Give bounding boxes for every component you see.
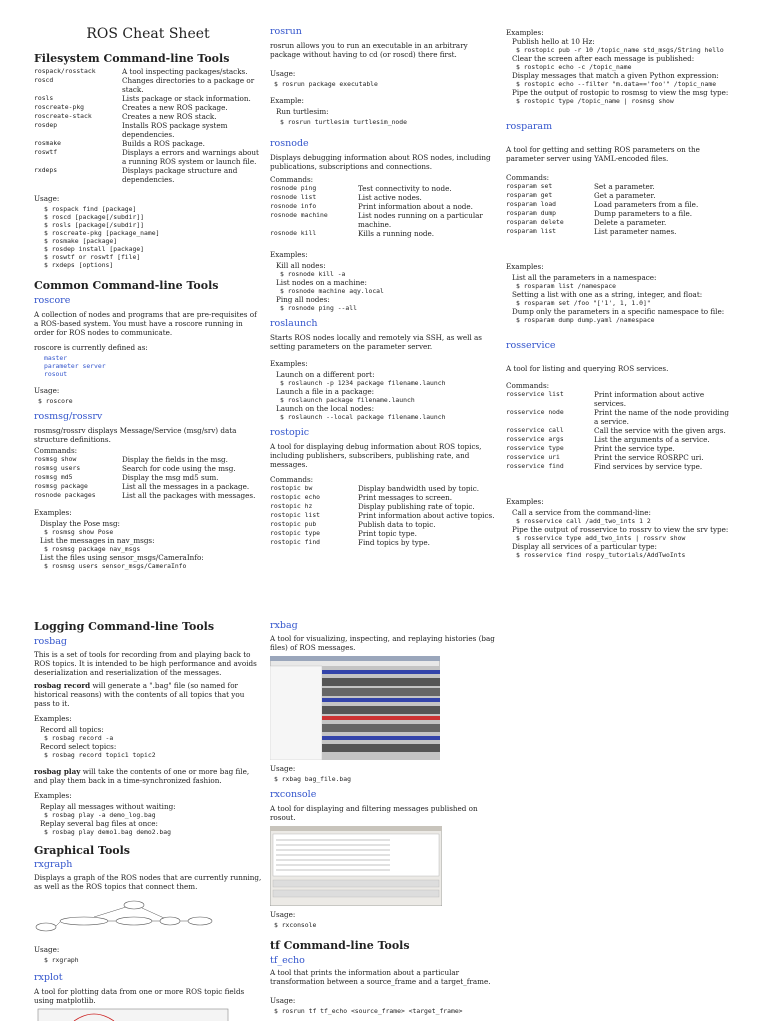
command-name: rosservice node — [506, 407, 564, 416]
rosparam-title: rosparam — [506, 121, 553, 132]
example-cmd: $ rosservice type add_two_ints | rossrv show — [516, 533, 686, 542]
example-desc: Display the Pose msg: — [40, 518, 120, 528]
command-desc: Find services by service type. — [594, 461, 703, 471]
roscore-title: roscore — [34, 295, 71, 306]
rosbag-play-text: will take the contents of one or more bag file, and play them back in a time-synchronized fashion. — [34, 766, 250, 785]
examples-label: Examples: — [270, 358, 308, 368]
roscore-desc: A collection of nodes and programs that are pre-requisites of a ROS-based system. You must have a roscore running in order for ROS nodes to communicate. — [34, 309, 257, 337]
command-desc: Search for code using the msg. — [122, 463, 236, 473]
usage-label: Usage: — [34, 194, 60, 204]
rxconsole-usage: $ rxconsole — [274, 920, 317, 929]
rosbag-record-desc — [34, 681, 262, 708]
rosparam-examples — [506, 273, 734, 324]
example-cmd: $ rosservice find rospy_tutorials/AddTwoInts — [516, 550, 686, 559]
rxconsole-title: rxconsole — [270, 788, 317, 800]
examples-label: Examples: — [506, 28, 544, 37]
rosbag-play-cmd: rosbag play — [34, 766, 81, 776]
command-desc: Changes directories to a package or stack. — [122, 76, 255, 95]
rosrun-title: rosrun — [270, 26, 302, 37]
command-name: rosservice type — [506, 443, 564, 452]
rxgraph-usage: $ rxgraph — [44, 956, 79, 965]
command-desc: List nodes running on a particular machine. — [358, 210, 483, 229]
command-name: rostopic pub — [270, 519, 317, 528]
logging-heading: Logging Command-line Tools — [34, 620, 215, 633]
rosservice-title: rosservice — [506, 339, 556, 351]
rxbag-desc: A tool for visualizing, inspecting, and replaying histories (bag files) of ROS messages. — [270, 633, 495, 652]
command-name: rosnode kill — [270, 228, 317, 237]
rxbag-usage: $ rxbag bag_file.bag — [274, 774, 351, 783]
command-desc: Installs ROS package system dependencies. — [122, 121, 228, 140]
command-desc: Print the service type. — [594, 443, 675, 453]
filesystem-table — [34, 67, 262, 184]
command-desc: Builds a ROS package. — [122, 139, 205, 149]
rosmsg-title: rosmsg/rossrv — [34, 410, 103, 422]
example-cmd: $ rosmsg users sensor_msgs/CameraInfo — [44, 561, 187, 570]
command-name: rosparam delete — [506, 217, 564, 226]
command-name: rosmsg users — [34, 463, 81, 472]
roslaunch-title: roslaunch — [270, 317, 318, 329]
usage-label: Usage: — [270, 996, 296, 1006]
example-cmd: $ roslaunch -p 1234 package filename.launch — [280, 378, 446, 387]
rxbag-screenshot — [270, 656, 440, 760]
rxgraph-desc: Displays a graph of the ROS nodes that are currently running, as well as the ROS topics that connect them. — [34, 873, 262, 892]
command-desc: Set a parameter. — [594, 181, 655, 191]
example-cmd: $ roslaunch --local package filename.launch — [280, 412, 446, 421]
command-name: rosparam load — [506, 199, 557, 208]
command-name: rosservice uri — [506, 452, 560, 461]
usage-label: Usage: — [270, 763, 296, 773]
example-cmd: $ rosbag play -a demo_log.bag — [44, 810, 156, 819]
command-name: rxdeps — [34, 166, 58, 175]
command-desc: Publish data to topic. — [358, 519, 436, 529]
example-cmd: $ rosbag record -a — [44, 733, 114, 742]
tf-echo-desc: A tool that prints the information about a particular transformation between a source_frame and a target_frame. — [270, 968, 491, 987]
usage-label: Usage: — [270, 68, 296, 78]
rosservice-examples — [506, 508, 734, 559]
command-desc: Print the name of the node providing a service. — [594, 407, 729, 426]
command-desc: Dump parameters to a file. — [594, 208, 693, 218]
rosbag-record-cmd: rosbag record — [34, 680, 91, 690]
usage-line: $ roscreate-pkg [package_name] — [44, 229, 160, 238]
tf-echo-title: tf_echo — [270, 954, 305, 966]
command-desc: Displays package structure and dependencies. — [122, 166, 238, 185]
commands-label: Commands: — [506, 172, 550, 182]
examples-label: Examples: — [270, 249, 308, 259]
rosparam-desc: A tool for getting and setting ROS parameters on the parameter server using YAML-encoded files. — [506, 144, 700, 163]
command-name: rostopic bw — [270, 483, 313, 492]
command-desc: List active nodes. — [358, 192, 422, 202]
page-title: ROS Cheat Sheet — [86, 26, 210, 42]
examples-label: Examples: — [34, 507, 72, 517]
example-cmd: $ roslaunch package filename.launch — [280, 395, 415, 404]
rostopic-desc: A tool for displaying debug information about ROS topics, including publishers, subscribers, publishing rate, and messages. — [270, 441, 482, 469]
usage-line: $ roswtf or roswtf [file] — [44, 253, 141, 262]
rosrun-example-desc: Run turtlesim: — [276, 106, 329, 116]
command-name: rosmsg show — [34, 454, 77, 463]
command-name: rosnode ping — [270, 183, 317, 192]
example-desc: Replay several bag files at once: — [40, 818, 158, 828]
usage-line: $ rosls [package[/subdir]] — [44, 221, 145, 230]
rxgraph-title: rxgraph — [34, 859, 73, 871]
example-desc: Display all services of a particular type: — [512, 541, 657, 551]
roscore-def: roscore is currently defined as: — [34, 342, 148, 352]
example-desc: List the messages in nav_msgs: — [40, 535, 155, 545]
example-desc: Display messages that match a given Python expression: — [512, 71, 719, 80]
command-name: rosservice list — [506, 389, 564, 398]
example-desc: Record all topics: — [40, 724, 104, 734]
column-left — [34, 0, 262, 1006]
column-middle — [270, 26, 498, 1016]
example-label: Example: — [270, 95, 304, 105]
rxplot-title: rxplot — [34, 972, 63, 984]
command-name: rosparam set — [506, 181, 553, 190]
rxplot-desc: A tool for plotting data from one or more ROS topic fields using matplotlib. — [34, 987, 245, 1006]
column-right — [506, 28, 734, 559]
command-name: rosparam get — [506, 190, 553, 199]
command-name: rosnode packages — [34, 490, 96, 499]
rosmsg-desc: rosmsg/rossrv displays Message/Service (msg/srv) data structure definitions. — [34, 425, 237, 444]
rosnode-title: rosnode — [270, 137, 309, 149]
command-name: rostopic type — [270, 528, 321, 537]
examples-label: Examples: — [506, 496, 544, 506]
example-cmd: $ rostopic pub -r 10 /topic_name std_msgs/String hello — [516, 46, 724, 54]
example-desc: Replay all messages without waiting: — [40, 801, 176, 811]
usage-line: $ roscd [package[/subdir]] — [44, 213, 145, 222]
rosbag-title: rosbag — [34, 635, 67, 647]
roscore-item: parameter server — [44, 361, 106, 370]
example-desc: Launch a file in a package: — [276, 386, 375, 396]
rostopic-table — [270, 484, 498, 547]
examples-label: Examples: — [34, 790, 72, 800]
example-cmd: $ rosparam list /namespace — [516, 281, 617, 290]
command-name: roscd — [34, 76, 54, 85]
roscore-usage: $ roscore — [38, 396, 73, 405]
usage-line: $ rosdep install [package] — [44, 245, 145, 254]
command-desc: Delete a parameter. — [594, 217, 667, 227]
rosrun-example-cmd: $ rosrun turtlesim turtlesim_node — [280, 117, 407, 126]
command-name: rosservice args — [506, 434, 564, 443]
command-desc: Display publishing rate of topic. — [358, 501, 475, 511]
roslaunch-examples — [270, 370, 498, 421]
command-name: roscreate-pkg — [34, 103, 85, 112]
command-desc: Display the msg md5 sum. — [122, 472, 219, 482]
command-desc: List the arguments of a service. — [594, 434, 710, 444]
example-desc: Launch on a different port: — [276, 369, 375, 379]
example-desc: Record select topics: — [40, 741, 117, 751]
example-cmd: $ rostopic echo -c /topic_name — [516, 63, 632, 71]
command-name: rospack/rosstack — [34, 67, 96, 76]
example-desc: List the files using sensor_msgs/CameraInfo: — [40, 552, 204, 562]
command-name: roscreate-stack — [34, 112, 92, 121]
command-name: rostopic list — [270, 510, 321, 519]
rosmsg-table — [34, 455, 262, 500]
command-desc: Load parameters from a file. — [594, 199, 699, 209]
rostopic-title: rostopic — [270, 426, 310, 438]
command-desc: Displays a errors and warnings about a running ROS system or launch file. — [122, 148, 259, 167]
example-cmd: $ rosparam dump dump.yaml /namespace — [516, 315, 655, 324]
commands-label: Commands: — [270, 474, 314, 484]
rxgraph-screenshot — [34, 897, 214, 937]
example-desc: Dump only the parameters in a specific namespace to file: — [512, 306, 725, 316]
graphical-heading: Graphical Tools — [34, 843, 130, 857]
example-desc: List nodes on a machine: — [276, 277, 367, 287]
command-name: rosmsg md5 — [34, 472, 73, 481]
command-name: rosservice find — [506, 461, 564, 470]
example-cmd: $ rosparam set /foo "['1', 1, 1.0]" — [516, 298, 651, 307]
rosbag-play-examples — [34, 802, 262, 836]
command-desc: Display bandwidth used by topic. — [358, 483, 480, 493]
filesystem-usage — [34, 205, 262, 269]
command-name: rosparam list — [506, 226, 557, 235]
common-heading: Common Command-line Tools — [34, 279, 219, 293]
command-name: rostopic echo — [270, 492, 321, 501]
example-cmd: $ rosbag record topic1 topic2 — [44, 750, 156, 759]
tf-echo-usage: $ rosrun tf tf_echo <source_frame> <target_frame> — [274, 1007, 463, 1016]
command-desc: List all the messages in a package. — [122, 481, 250, 491]
example-cmd: $ rosnode ping --all — [280, 303, 357, 312]
rosbag-play-desc — [34, 767, 262, 785]
command-desc: Display the fields in the msg. — [122, 454, 228, 464]
example-desc: Pipe the output of rostopic to rosmsg to view the msg type: — [512, 88, 729, 97]
command-name: rosnode machine — [270, 210, 328, 219]
command-desc: Print information about active services. — [594, 389, 705, 408]
rosbag-record-examples — [34, 725, 262, 759]
rxbag-title: rxbag — [270, 620, 298, 631]
command-desc: Print the service ROSRPC uri. — [594, 452, 704, 462]
rosrun-desc: rosrun allows you to run an executable in an arbitrary package without having to cd (or roscd) there first. — [270, 40, 468, 59]
example-cmd: $ rostopic type /topic_name | rosmsg show — [516, 97, 674, 105]
roscore-item: master — [44, 353, 68, 362]
rosservice-desc: A tool for listing and querying ROS services. — [506, 363, 669, 373]
commands-label: Commands: — [34, 445, 78, 455]
command-name: rosdep — [34, 121, 58, 130]
command-desc: Print information about a node. — [358, 201, 473, 211]
command-desc: Print messages to screen. — [358, 492, 453, 502]
commands-label: Commands: — [506, 380, 550, 390]
rosnode-examples — [270, 261, 498, 312]
rosbag-desc: This is a set of tools for recording from and playing back to ROS topics. It is intended to be high performance and avoids deserialization and reserialization of the messages. — [34, 649, 257, 677]
rosservice-table — [506, 390, 734, 471]
example-cmd: $ rosmsg package nav_msgs — [44, 544, 141, 553]
usage-line: $ rxdeps [options] — [44, 261, 114, 270]
example-desc: Publish hello at 10 Hz: — [512, 37, 595, 46]
rosnode-table — [270, 184, 498, 238]
usage-label: Usage: — [270, 909, 296, 919]
examples-label: Examples: — [506, 261, 544, 271]
usage-label: Usage: — [34, 945, 60, 955]
example-cmd: $ rosnode machine aqy.local — [280, 286, 384, 295]
command-name: rosservice call — [506, 425, 564, 434]
command-name: rosnode list — [270, 192, 317, 201]
rostopic-examples — [506, 37, 734, 105]
command-desc: Lists package or stack information. — [122, 94, 251, 104]
roscore-items — [34, 354, 262, 378]
command-name: rosparam dump — [506, 208, 557, 217]
command-desc: Get a parameter. — [594, 190, 656, 200]
command-desc: Creates a new ROS package. — [122, 103, 228, 113]
tf-heading: tf Command-line Tools — [270, 938, 410, 952]
command-name: rostopic find — [270, 537, 321, 546]
usage-line: $ rospack find [package] — [44, 205, 137, 214]
rxconsole-desc: A tool for displaying and filtering messages published on rosout. — [270, 803, 478, 822]
command-desc: A tool inspecting packages/stacks. — [122, 67, 248, 77]
rxplot-screenshot — [34, 1007, 234, 1021]
command-desc: Print information about active topics. — [358, 510, 495, 520]
command-name: rostopic hz — [270, 501, 313, 510]
roslaunch-desc: Starts ROS nodes locally and remotely via SSH, as well as setting parameters on the parameter server. — [270, 332, 482, 351]
command-name: rosnode info — [270, 201, 317, 210]
command-name: rosmsg package — [34, 481, 88, 490]
roscore-item: rosout — [44, 369, 68, 378]
rosparam-table — [506, 182, 734, 236]
rosnode-desc: Displays debugging information about ROS nodes, including publications, subscriptions and connections. — [270, 152, 491, 171]
example-cmd: $ rosservice call /add_two_ints 1 2 — [516, 516, 651, 525]
rosbag-record-text: will generate a ".bag" file (so named for historical reasons) with the contents of all topics that you pass to it. — [34, 680, 245, 708]
commands-label: Commands: — [270, 174, 314, 184]
example-desc: Kill all nodes: — [276, 260, 326, 270]
filesystem-heading: Filesystem Command-line Tools — [34, 51, 230, 65]
command-desc: List parameter names. — [594, 226, 677, 236]
example-cmd: $ rosmsg show Pose — [44, 527, 114, 536]
example-desc: Launch on the local nodes: — [276, 403, 374, 413]
example-cmd: $ rosnode kill -a — [280, 269, 346, 278]
command-desc: Find topics by type. — [358, 537, 430, 547]
example-desc: List all the parameters in a namespace: — [512, 272, 657, 282]
command-desc: Print topic type. — [358, 528, 417, 538]
command-name: roswtf — [34, 148, 58, 157]
usage-label: Usage: — [34, 385, 60, 395]
examples-label: Examples: — [34, 713, 72, 723]
usage-line: $ rosmake [package] — [44, 237, 118, 246]
command-desc: Test connectivity to node. — [358, 183, 452, 193]
command-name: rosmake — [34, 139, 61, 148]
command-desc: Call the service with the given args. — [594, 425, 726, 435]
example-cmd: $ rostopic echo --filter "m.data=='foo'" /topic_name — [516, 80, 717, 88]
command-desc: Kills a running node. — [358, 228, 435, 238]
example-desc: Setting a list with one as a string, integer, and float: — [512, 289, 703, 299]
example-desc: Clear the screen after each message is published: — [512, 54, 695, 63]
rosmsg-examples — [34, 519, 262, 570]
rosrun-usage: $ rosrun package executable — [274, 79, 378, 88]
command-desc: Creates a new ROS stack. — [122, 112, 217, 122]
example-cmd: $ rosbag play demo1.bag demo2.bag — [44, 827, 171, 836]
example-desc: Call a service from the command-line: — [512, 507, 651, 517]
command-name: rosls — [34, 94, 54, 103]
example-desc: Pipe the output of rosservice to rossrv to view the srv type: — [512, 524, 729, 534]
rxconsole-screenshot — [270, 826, 442, 906]
command-desc: List all the packages with messages. — [122, 490, 256, 500]
example-desc: Ping all nodes: — [276, 294, 330, 304]
